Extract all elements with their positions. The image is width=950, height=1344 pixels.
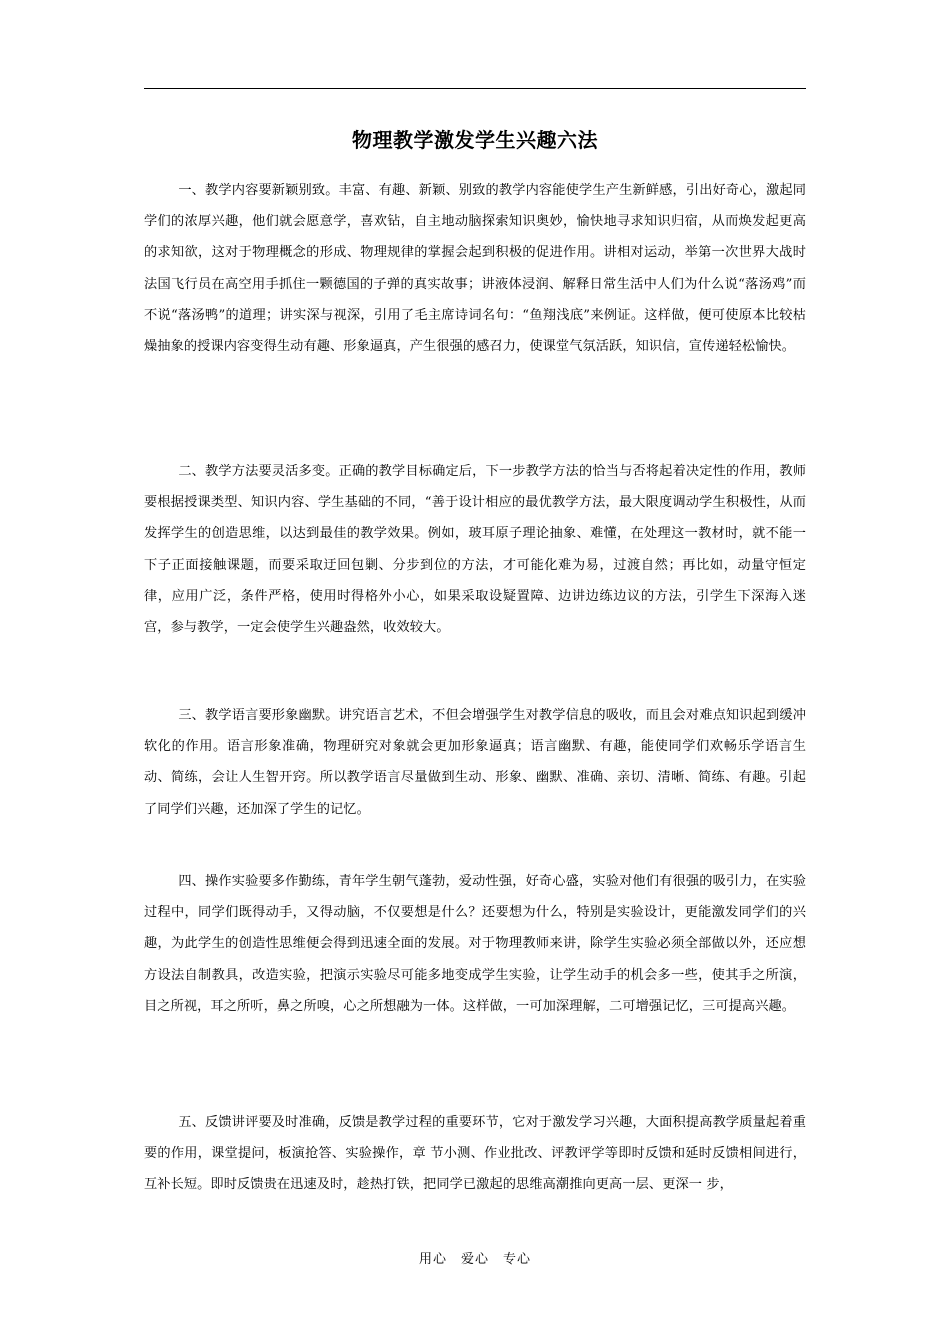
paragraph-1: 一、教学内容要新颖别致。丰富、有趣、新颖、别致的教学内容能使学生产生新鲜感，引出好奇心，激起同学们的浓厚兴趣，他们就会愿意学，喜欢钻，自主地动脑探索知识奥妙，愉快地寻求知识归宿，从而焕发起更高的求知欲，这对于物理概念的形成、物理规律的掌握会起到积极的促进作用。讲相对运动，举第一次世界大战时法国飞行员在高空用手抓住一颗德国的子弹的真实故事；讲液体浸润、解释日常生活中人们为什么说“落汤鸡”而不说“落汤鸭”的道理；讲实深与视深，引用了毛主席诗词名句：“鱼翔浅底”来例证。这样做，便可使原本比较枯燥抽象的授课内容变得生动有趣、形象逼真，产生很强的感召力，使课堂气氛活跃，知识信，宣传递轻松愉快。 bbox=[144, 183, 806, 355]
paragraph-5: 五、反馈讲评要及时准确，反馈是教学过程的重要环节，它对于激发学习兴趣，大面积提高教学质量起着重要的作用，课堂提问，板演抢答、实验操作，章 节小测、作业批改、评教评学等即时反馈和延时反馈相间进行，互补长短。即时反馈贵在迅速及时，趁热打铁，把同学已激起的思维高潮推向更高一层、更深一 步， bbox=[144, 1115, 806, 1193]
page-footer: 用心 爱心 专心 bbox=[418, 1252, 531, 1267]
header-rule bbox=[144, 88, 806, 89]
paragraph-2: 二、教学方法要灵活多变。正确的教学目标确定后，下一步教学方法的恰当与否将起着决定性的作用，教师要根据授课类型、知识内容、学生基础的不同，“善于设计相应的最优教学方法，最大限度调动学生积极性，从而发挥学生的创造思维，以达到最佳的教学效果。例如，玻耳原子理论抽象、难懂，在处理这一教材时，就不能一下子正面接触课题，而要采取迂回包剿、分步到位的方法，才可能化难为易，过渡自然；再比如，动量守恒定律，应用广泛，条件严格，使用时得格外小心，如果采取设疑置障、边讲边练边议的方法，引学生下深海入迷宫，参与教学，一定会使学生兴趣盎然，收效较大。 bbox=[144, 464, 806, 636]
paragraph-4: 四、操作实验要多作勤练，青年学生朝气蓬勃，爱动性强，好奇心盛，实验对他们有很强的吸引力，在实验过程中，同学们既得动手，又得动脑，不仅要想是什么？还要想为什么，特别是实验设计，更能激发同学们的兴趣，为此学生的创造性思维便会得到迅速全面的发展。对于物理教师来讲，除学生实验必须全部做以外，还应想方设法自制教具，改造实验，把演示实验尽可能多地变成学生实验，让学生动手的机会多一些，使其手之所演，目之所视，耳之所听，鼻之所嗅，心之所想融为一体。这样做，一可加深理解，二可增强记忆，三可提高兴趣。 bbox=[144, 874, 806, 1014]
paragraph-3: 三、教学语言要形象幽默。讲究语言艺术，不但会增强学生对教学信息的吸收，而且会对难点知识起到缓冲软化的作用。语言形象准确，物理研究对象就会更加形象逼真；语言幽默、有趣，能使同学们欢畅乐学语言生动、简练，会让人生智开窍。所以教学语言尽量做到生动、形象、幽默、准确、亲切、清晰、简练、有趣。引起了同学们兴趣，还加深了学生的记忆。 bbox=[144, 708, 806, 817]
document-title: 物理教学激发学生兴趣六法 bbox=[352, 128, 598, 152]
